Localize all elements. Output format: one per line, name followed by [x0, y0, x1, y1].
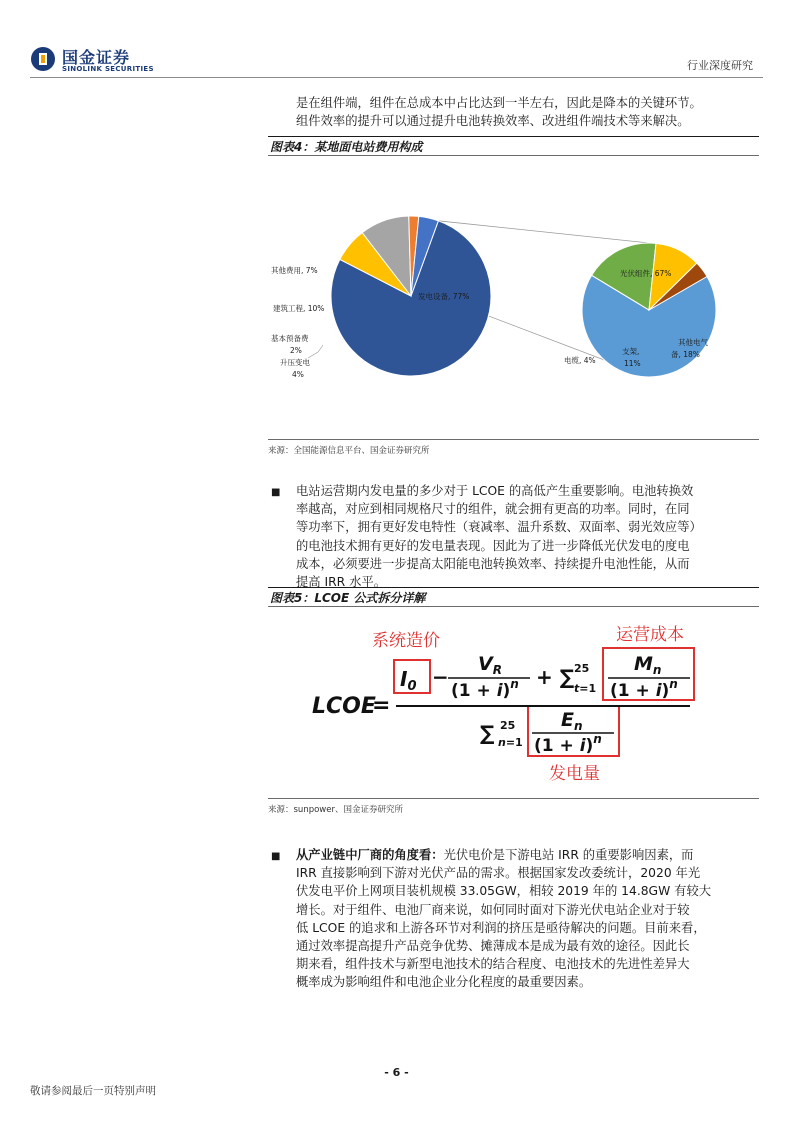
- term-en: $E_n$: [561, 709, 583, 733]
- intro-line-2: 组件效率的提升可以通过提升电池转换效率、改进组件端技术等来解决。: [296, 114, 690, 128]
- figure-4-title: 图表4：某地面电站费用构成: [268, 136, 759, 156]
- main-pie-label: 建筑工程, 10%: [273, 304, 325, 313]
- label-opex: 运营成本: [616, 625, 684, 645]
- logo-text-cn: 国金证券: [62, 48, 131, 67]
- bullet-2-line: IRR 直接影响到下游对光伏产品的需求。根据国家发改委统计，2020 年光: [296, 866, 701, 881]
- term-vr-denominator: $(1 + i)^n$: [451, 677, 519, 701]
- section-label: 行业深度研究: [687, 59, 753, 72]
- main-pie-label: 升压变电: [280, 358, 310, 367]
- footer-disclaimer: 敬请参阅最后一页特别声明: [30, 1085, 156, 1097]
- label-system-cost: 系统造价: [372, 631, 440, 651]
- figure-5-title: 图表5：LCOE 公式拆分详解: [268, 587, 759, 607]
- intro-line-1: 是在组件端，组件在总成本中占比达到一半左右，因此是降本的关键环节。: [296, 96, 702, 110]
- bullet-1-line: 成本，必须要进一步提高太阳能电池转换效率、持续提升电池性能，从而: [296, 556, 690, 571]
- sub-pie-label: 光伏组件, 67%: [620, 269, 672, 278]
- main-pie-label: 2%: [290, 346, 302, 355]
- bullet-1-line: 等功率下，拥有更好发电特性（衰减率、温升系数、双面率、弱光效应等）: [296, 520, 702, 535]
- minus-sign: −: [432, 665, 449, 689]
- bullet-2-line-1-rest: 光伏电价是下游电站 IRR 的重要影响因素，而: [443, 848, 694, 862]
- cost-structure-pie-chart: [268, 160, 759, 435]
- label-generation: 发电量: [549, 764, 600, 784]
- main-pie-label: 发电设备, 77%: [418, 292, 470, 301]
- connector-line-top: [438, 221, 649, 243]
- lcoe-formula: [268, 612, 759, 797]
- bullet-1-line: 提高 IRR 水平。: [296, 575, 387, 590]
- term-mn-denominator: $(1 + i)^n$: [610, 677, 678, 701]
- plus-sum: + ∑: [536, 665, 575, 689]
- header-divider: [30, 77, 763, 78]
- bullet-2-line: 期来看，组件技术与新型电池技术的结合程度、电池技术的先进性差异大: [296, 957, 690, 972]
- sub-pie-label: 支架,: [622, 347, 640, 356]
- sub-pie-label: 备, 18%: [671, 350, 700, 359]
- equals-sign: =: [372, 693, 391, 718]
- sub-pie-label: 其他电气: [678, 338, 708, 347]
- bullet-2-marker: ■: [271, 851, 281, 862]
- sinolink-logo-icon: [30, 46, 56, 72]
- bullet-2-line: [296, 846, 756, 864]
- bullet-2-lead: 从产业链中厂商的角度看：: [296, 848, 444, 862]
- bullet-1-marker: ■: [271, 487, 281, 498]
- denominator-sum: ∑: [480, 721, 495, 745]
- bullet-1-line: 的电池技术拥有更好的发电量表现。因此为了进一步降低光伏发电的度电: [296, 538, 690, 553]
- main-pie-label: 4%: [292, 370, 304, 379]
- bullet-1-paragraph: [296, 482, 756, 591]
- bullet-2-line: 通过效率提高提升产品竞争优势、摊薄成本是成为最有效的途径。因此长: [296, 939, 690, 954]
- bullet-2-line: 低 LCOE 的追求和上游各环节对利润的挤压是亟待解决的问题。目前来看，: [296, 920, 706, 935]
- main-pie-label: 基本预备费: [271, 334, 309, 343]
- bullet-2-line: 概率成为影响组件和电池企业分化程度的最重要因素。: [296, 975, 592, 990]
- term-mn: $M_n$: [634, 653, 662, 677]
- page-number: - 6 -: [384, 1066, 409, 1079]
- lcoe-symbol: LCOE: [312, 694, 376, 719]
- label-leader-line: [308, 345, 323, 358]
- bullet-2-line: 伏发电平价上网项目装机规模 33.05GW，相较 2019 年的 14.8GW 有较大: [296, 884, 712, 899]
- bullet-2-paragraph: [296, 846, 756, 992]
- svg-text:t=1: t=1: [574, 682, 597, 695]
- term-i0: $I_0$: [400, 667, 417, 694]
- sub-pie-label: 11%: [624, 359, 641, 368]
- bullet-1-line: 率越高，对应到相同规格尺寸的组件，就会拥有更高的功率。同时，在同: [296, 502, 690, 517]
- svg-text:25: 25: [500, 719, 516, 732]
- term-en-denominator: $(1 + i)^n$: [534, 732, 602, 756]
- figure-5-source-divider: [268, 798, 759, 799]
- svg-text:25: 25: [574, 662, 590, 675]
- bullet-2-line: 增长。对于组件、电池厂商来说，如何同时面对下游光伏电站企业对于较: [296, 902, 690, 917]
- logo-text-en: SINOLINK SECURITIES: [62, 65, 154, 73]
- svg-text:n=1: n=1: [498, 736, 523, 749]
- figure-5-source: 来源：sunpower、国金证券研究所: [268, 805, 403, 815]
- main-pie-label: 其他费用, 7%: [271, 266, 318, 275]
- sub-pie-label: 电缆, 4%: [564, 356, 596, 365]
- figure-4-source: 来源：全国能源信息平台、国金证券研究所: [268, 446, 430, 456]
- bullet-1-line: 电站运营期内发电量的多少对于 LCOE 的高低产生重要影响。电池转换效: [296, 484, 694, 498]
- figure-4-source-divider: [268, 439, 759, 440]
- term-vr: $V_R$: [478, 653, 502, 677]
